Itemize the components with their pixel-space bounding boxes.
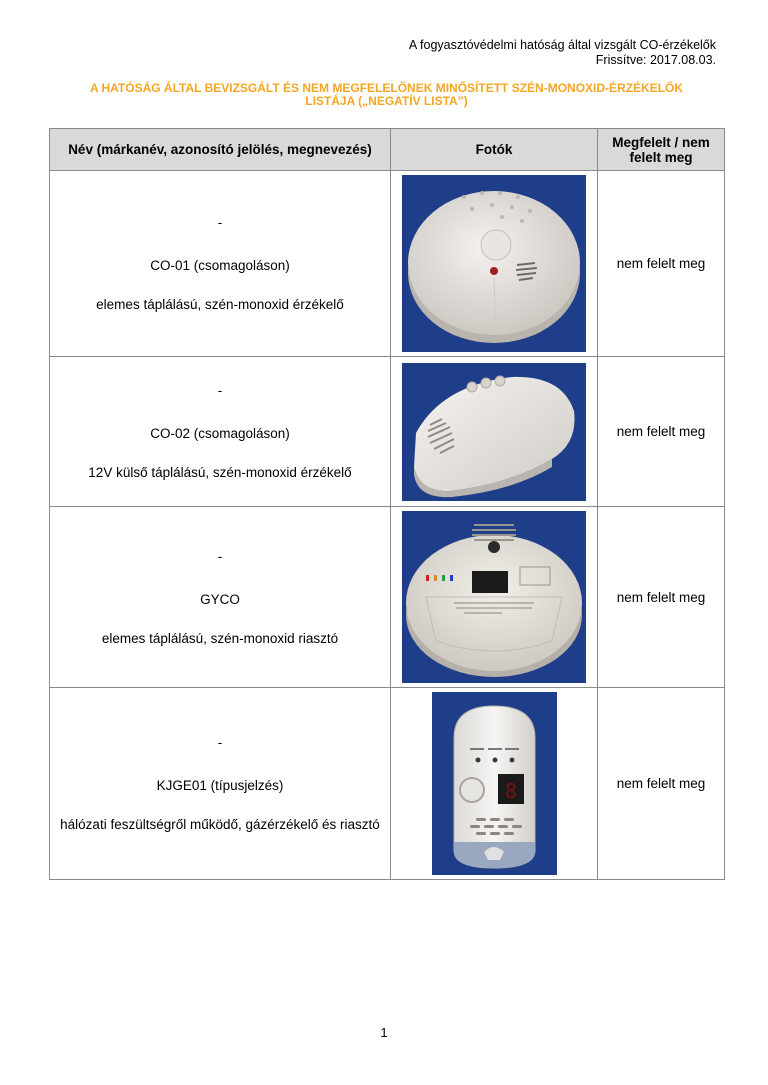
product-name-cell bbox=[50, 507, 391, 688]
title-line-1: A HATÓSÁG ÁLTAL BEVIZSGÁLT ÉS NEM MEGFELELŐNEK MINŐSÍTETT SZÉN-MONOXID-ÉRZÉKELŐK bbox=[89, 81, 684, 95]
table-header-row bbox=[50, 129, 725, 171]
product-description: hálózati feszültségről működő, gázérzékelő és riasztó bbox=[60, 817, 380, 832]
column-header-status: Megfelelt / nem felelt meg bbox=[598, 129, 725, 171]
product-photo-cell bbox=[391, 507, 598, 688]
compliance-status: nem felelt meg bbox=[598, 507, 725, 688]
page-number: 1 bbox=[380, 1025, 388, 1040]
negative-list-table bbox=[49, 128, 725, 880]
product-description: elemes táplálású, szén-monoxid érzékelő bbox=[96, 297, 344, 312]
product-code: CO-02 (csomagoláson) bbox=[150, 426, 290, 441]
product-description: elemes táplálású, szén-monoxid riasztó bbox=[101, 630, 339, 646]
table-row bbox=[50, 507, 725, 688]
compliance-status: nem felelt meg bbox=[598, 688, 725, 880]
product-code: GYCO bbox=[200, 591, 240, 607]
product-brand: - bbox=[217, 215, 223, 230]
box-co-detector-photo bbox=[402, 363, 586, 501]
header-subject: A fogyasztóvédelmi hatóság által vizsgált CO-érzékelők bbox=[408, 38, 716, 52]
product-photo-cell bbox=[391, 688, 598, 880]
table-row bbox=[50, 357, 725, 507]
product-brand: - bbox=[217, 383, 223, 398]
product-brand: - bbox=[217, 548, 223, 564]
compliance-status: nem felelt meg bbox=[598, 357, 725, 507]
column-header-name: Név (márkanév, azonosító jelölés, megnevezés) bbox=[50, 129, 391, 171]
column-header-photos: Fotók bbox=[391, 129, 598, 171]
product-name-cell bbox=[50, 688, 391, 880]
round-co-alarm-display-photo bbox=[402, 511, 586, 683]
product-code: CO-01 (csomagoláson) bbox=[150, 258, 290, 273]
table-row bbox=[50, 171, 725, 357]
product-brand: - bbox=[217, 735, 223, 750]
table-row bbox=[50, 688, 725, 880]
gas-detector-photo bbox=[432, 692, 557, 875]
header-updated-date: Frissítve: 2017.08.03. bbox=[595, 53, 716, 67]
round-co-detector-photo bbox=[402, 175, 586, 352]
svg-text:8: 8 bbox=[504, 779, 517, 803]
product-name-cell bbox=[50, 171, 391, 357]
product-code: KJGE01 (típusjelzés) bbox=[156, 778, 284, 793]
product-photo-cell bbox=[391, 357, 598, 507]
compliance-status: nem felelt meg bbox=[598, 171, 725, 357]
document-title bbox=[50, 82, 723, 108]
title-line-2: LISTÁJA („NEGATÍV LISTA”) bbox=[305, 94, 468, 108]
product-name-cell bbox=[50, 357, 391, 507]
product-description: 12V külső táplálású, szén-monoxid érzékelő bbox=[88, 465, 352, 480]
product-photo-cell bbox=[391, 171, 598, 357]
document-header bbox=[409, 38, 716, 68]
